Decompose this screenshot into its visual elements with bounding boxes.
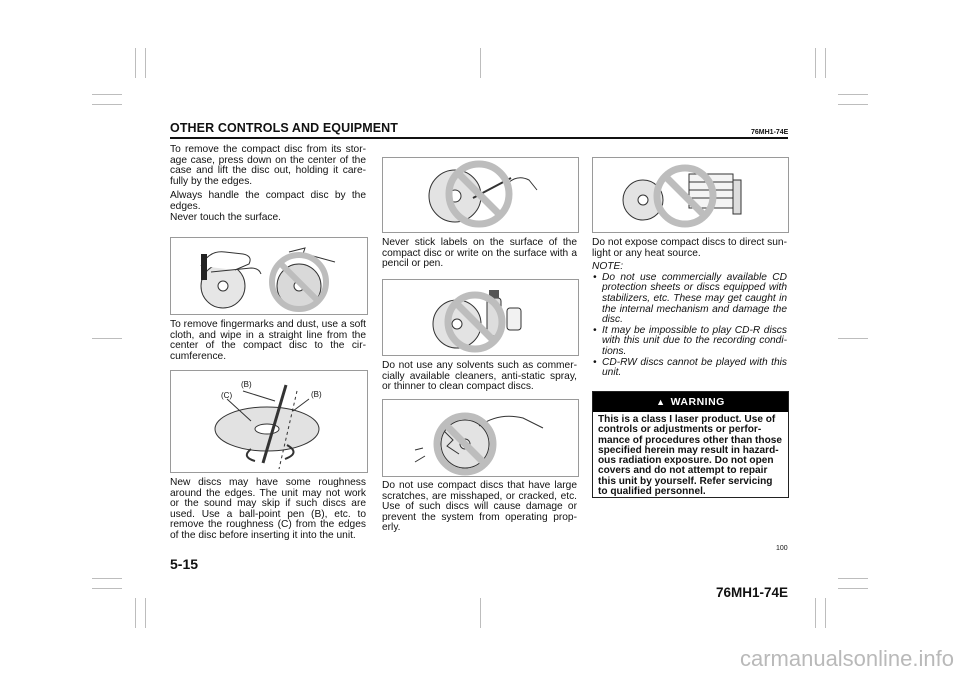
crop-mark: [825, 598, 826, 628]
damaged-disc-illustration: [383, 400, 578, 476]
figure-handle-disc-edges: [170, 237, 368, 315]
text-paragraph: To remove the compact disc from its stor-age case, press down on the center of the case and lift the disc out, holding it care-fully by the edges.: [170, 144, 366, 187]
figure-no-labels: [382, 157, 579, 233]
crop-mark: [838, 588, 868, 589]
crop-mark: [480, 598, 481, 628]
text-paragraph: To remove fingermarks and dust, use a soft cloth, and wipe in a straight line from the center of the compact disc to the cir-cumference.: [170, 319, 366, 362]
text-paragraph: Never touch the surface.: [170, 211, 281, 223]
crop-mark: [838, 104, 868, 105]
note-title: NOTE:: [592, 261, 624, 273]
label-b-top: (B): [241, 380, 252, 389]
warning-title: WARNING: [670, 396, 725, 408]
header-doc-code: 76MH1-74E: [751, 129, 789, 136]
handle-disc-illustration: [171, 238, 367, 314]
page-number: 5-15: [170, 556, 199, 572]
warning-box: [592, 391, 789, 498]
bullet: •: [593, 271, 597, 283]
header-rule: [170, 137, 788, 139]
no-heat-illustration: [593, 158, 788, 232]
bullet: •: [593, 324, 597, 336]
crop-mark: [838, 338, 868, 339]
column-2-b: [382, 361, 577, 397]
note-text: CD-RW discs cannot be played with this unit.: [602, 356, 787, 379]
label-c: (C): [221, 391, 233, 400]
bullet: •: [593, 356, 597, 368]
figure-no-solvents: [382, 279, 579, 356]
note-item: [592, 326, 787, 358]
crop-mark: [815, 48, 816, 78]
no-solvents-illustration: [383, 280, 578, 355]
figure-no-damaged-discs: [382, 399, 579, 477]
figure-no-heat: [592, 157, 789, 233]
no-labels-illustration: [383, 158, 578, 232]
crop-mark: [92, 94, 122, 95]
watermark: carmanualsonline.info: [739, 646, 954, 671]
crop-mark: [92, 338, 122, 339]
text-paragraph: Do not use any solvents such as commer-cially available cleaners, anti-static spray, or thinner to clean compact discs.: [382, 360, 577, 393]
crop-mark: [92, 588, 122, 589]
text-paragraph: New discs may have some roughness around the edges. The unit may not work or the sound may skip if such discs are used. Use a ball-point pen (B), etc. to remove the roughness (C) from the edges of the disc before inserting it into the unit.: [170, 477, 366, 541]
column-3: [592, 238, 787, 379]
crop-mark: [838, 578, 868, 579]
text-paragraph: Never stick labels on the surface of the compact disc or write on the surface with a pencil or pen.: [382, 237, 577, 270]
column-2-c: [382, 481, 577, 538]
roughness-illustration: [171, 371, 367, 472]
crop-mark: [145, 48, 146, 78]
crop-mark: [135, 598, 136, 628]
column-2-a: [382, 238, 577, 274]
crop-mark: [815, 598, 816, 628]
note-list: [592, 273, 787, 379]
label-b-right: (B): [311, 390, 322, 399]
crop-mark: [825, 48, 826, 78]
warning-header: [593, 392, 788, 412]
note-item: [592, 273, 787, 326]
small-page-number: 100: [776, 545, 788, 552]
crop-mark: [145, 598, 146, 628]
warning-body: [593, 412, 788, 497]
figure-remove-roughness: [170, 370, 368, 473]
column-1: [170, 145, 366, 227]
crop-mark: [838, 94, 868, 95]
column-1-b: [170, 320, 366, 366]
warning-triangle-icon: ▲: [656, 397, 666, 407]
footer-doc-code: 76MH1-74E: [716, 585, 789, 600]
warning-text: This is a class I laser product. Use of controls or adjustments or perfor-mance of procedures other than those specified herein may result in hazard-ous radiation exposure. Do not open covers and do not attempt to repair this unit by yourself. Refer servicing to qualified personnel.: [598, 414, 782, 498]
note-text: Do not use commercially available CD protection sheets or discs equipped with stabilizers, etc. These may get caught in the internal mechanism and damage the disc.: [602, 271, 787, 326]
crop-mark: [480, 48, 481, 78]
note-item: [592, 358, 787, 379]
crop-mark: [92, 104, 122, 105]
crop-mark: [135, 48, 136, 78]
text-paragraph: Do not expose compact discs to direct sun-light or any heat source.: [592, 237, 787, 259]
column-1-c: [170, 478, 366, 546]
section-title: OTHER CONTROLS AND EQUIPMENT: [170, 121, 399, 135]
text-paragraph: Always handle the compact disc by the edges.: [170, 190, 366, 212]
crop-mark: [92, 578, 122, 579]
text-paragraph: Do not use compact discs that have large scratches, are misshaped, or cracked, etc. Use of such discs will cause damage or prevent the system from operating prop-erly.: [382, 480, 577, 534]
note-text: It may be impossible to play CD-R discs with this unit due to the recording condi-tions.: [602, 324, 787, 357]
